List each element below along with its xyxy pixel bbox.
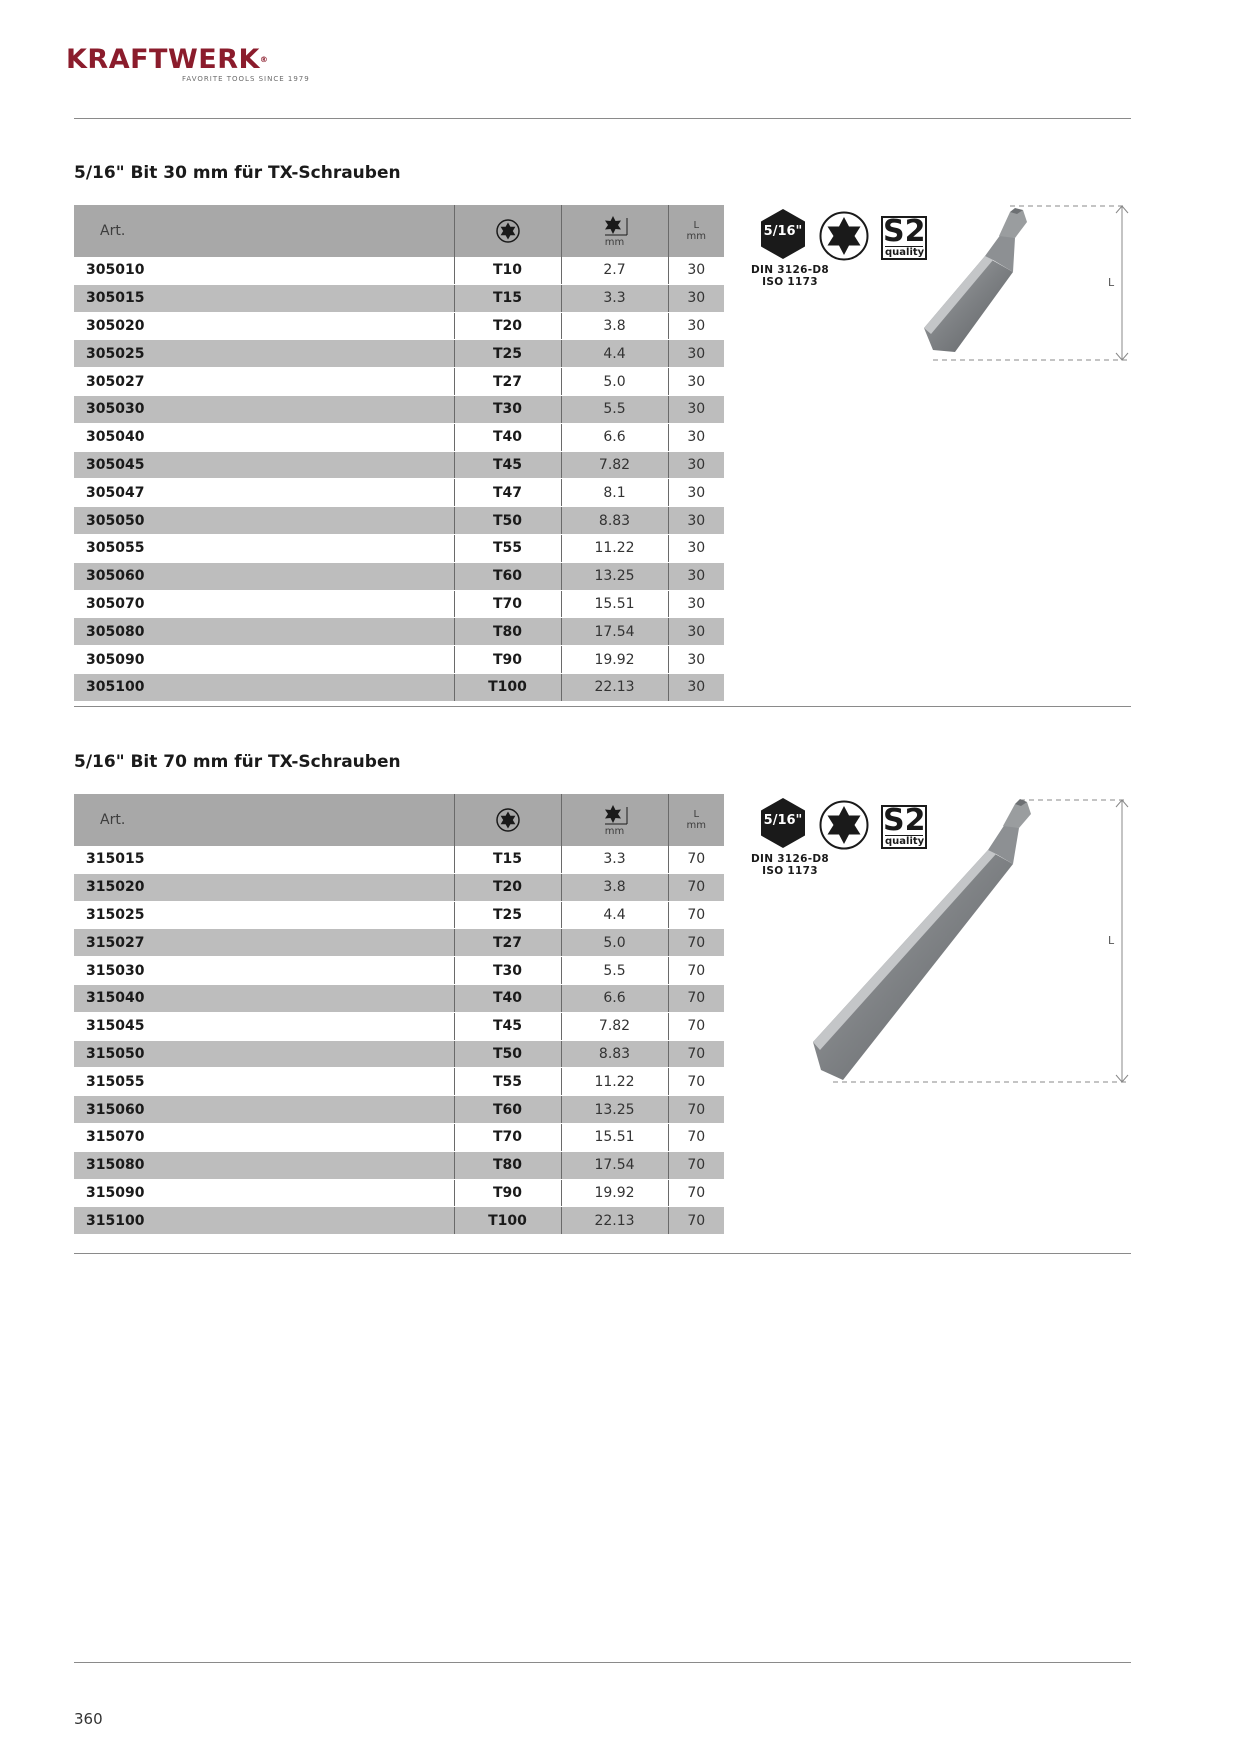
width-unit: mm <box>604 236 625 248</box>
torx-star-icon <box>496 219 520 243</box>
torx-width-icon <box>601 215 629 237</box>
cell-art: 315030 <box>74 957 454 985</box>
col-header-art: Art. <box>74 205 454 257</box>
table-row <box>74 646 724 674</box>
cell-art: 315020 <box>74 873 454 901</box>
divider <box>74 706 1131 707</box>
cell-width: 17.54 <box>561 618 668 646</box>
cell-size: T40 <box>454 423 561 451</box>
cell-art: 315045 <box>74 1012 454 1040</box>
bit-30mm-image <box>915 200 1135 365</box>
cell-art: 305047 <box>74 479 454 507</box>
standard-din: DIN 3126-D8 <box>751 853 829 865</box>
cell-size: T100 <box>454 673 561 701</box>
length-symbol: L <box>693 220 700 231</box>
cell-width: 5.5 <box>561 395 668 423</box>
cell-size: T100 <box>454 1207 561 1235</box>
cell-length: 30 <box>668 340 724 368</box>
cell-art: 305010 <box>74 257 454 284</box>
cell-width: 8.83 <box>561 507 668 535</box>
cell-art: 305020 <box>74 312 454 340</box>
cell-length: 30 <box>668 479 724 507</box>
product-table <box>74 794 724 1235</box>
cell-art: 315050 <box>74 1040 454 1068</box>
cell-art: 305070 <box>74 590 454 618</box>
brand-logo <box>66 46 316 86</box>
cell-length: 70 <box>668 873 724 901</box>
cell-size: T55 <box>454 1068 561 1096</box>
cell-size: T90 <box>454 1179 561 1207</box>
cell-length: 70 <box>668 1207 724 1235</box>
cell-art: 305030 <box>74 395 454 423</box>
cell-art: 315060 <box>74 1096 454 1124</box>
col-header-art: Art. <box>74 794 454 846</box>
cell-art: 305027 <box>74 368 454 396</box>
cell-size: T30 <box>454 395 561 423</box>
standard-iso: ISO 1173 <box>762 865 818 877</box>
spec-badges <box>740 208 940 288</box>
table-row <box>74 929 724 957</box>
cell-size: T20 <box>454 312 561 340</box>
cell-width: 5.5 <box>561 957 668 985</box>
width-unit: mm <box>604 825 625 837</box>
cell-width: 19.92 <box>561 1179 668 1207</box>
table-row <box>74 312 724 340</box>
col-header-size <box>454 205 561 257</box>
cell-size: T20 <box>454 873 561 901</box>
cell-size: T70 <box>454 590 561 618</box>
table-row <box>74 957 724 985</box>
cell-size: T80 <box>454 618 561 646</box>
cell-size: T30 <box>454 957 561 985</box>
cell-size: T70 <box>454 1123 561 1151</box>
cell-size: T25 <box>454 901 561 929</box>
cell-size: T90 <box>454 646 561 674</box>
cell-length: 70 <box>668 1096 724 1124</box>
cell-width: 3.8 <box>561 312 668 340</box>
table-row <box>74 507 724 535</box>
cell-length: 30 <box>668 257 724 284</box>
cell-size: T60 <box>454 562 561 590</box>
col-header-width <box>561 794 668 846</box>
cell-size: T25 <box>454 340 561 368</box>
cell-length: 30 <box>668 590 724 618</box>
cell-size: T27 <box>454 368 561 396</box>
cell-size: T50 <box>454 1040 561 1068</box>
cell-width: 13.25 <box>561 1096 668 1124</box>
cell-width: 2.7 <box>561 257 668 284</box>
cell-width: 8.83 <box>561 1040 668 1068</box>
cell-width: 4.4 <box>561 901 668 929</box>
cell-width: 3.8 <box>561 873 668 901</box>
table-row <box>74 618 724 646</box>
cell-length: 30 <box>668 646 724 674</box>
cell-width: 7.82 <box>561 1012 668 1040</box>
cell-width: 22.13 <box>561 1207 668 1235</box>
table-row <box>74 873 724 901</box>
cell-length: 70 <box>668 957 724 985</box>
table-row <box>74 1179 724 1207</box>
cell-size: T45 <box>454 451 561 479</box>
cell-art: 305050 <box>74 507 454 535</box>
cell-width: 4.4 <box>561 340 668 368</box>
cell-size: T10 <box>454 257 561 284</box>
table-row <box>74 673 724 701</box>
length-unit: mm <box>686 820 706 831</box>
cell-width: 17.54 <box>561 1151 668 1179</box>
page-number: 360 <box>74 1710 103 1728</box>
cell-length: 70 <box>668 1068 724 1096</box>
cell-art: 315070 <box>74 1123 454 1151</box>
drive-size-label: 5/16" <box>763 224 803 239</box>
cell-art: 305040 <box>74 423 454 451</box>
bit-70mm-image <box>805 792 1135 1092</box>
drive-size-label: 5/16" <box>763 813 803 828</box>
cell-size: T45 <box>454 1012 561 1040</box>
table-row <box>74 1068 724 1096</box>
standards-text <box>740 264 840 288</box>
torx-star-icon <box>496 808 520 832</box>
cell-length: 30 <box>668 507 724 535</box>
cell-size: T55 <box>454 534 561 562</box>
cell-size: T60 <box>454 1096 561 1124</box>
cell-art: 315055 <box>74 1068 454 1096</box>
table-row <box>74 423 724 451</box>
cell-length: 70 <box>668 1012 724 1040</box>
cell-length: 70 <box>668 929 724 957</box>
cell-art: 305090 <box>74 646 454 674</box>
cell-length: 30 <box>668 618 724 646</box>
cell-length: 70 <box>668 1040 724 1068</box>
table-row <box>74 1096 724 1124</box>
col-header-length <box>668 205 724 257</box>
table-row <box>74 368 724 396</box>
cell-width: 15.51 <box>561 590 668 618</box>
cell-width: 3.3 <box>561 284 668 312</box>
brand-tagline: FAVORITE TOOLS SINCE 1979 <box>182 75 310 83</box>
cell-art: 315080 <box>74 1151 454 1179</box>
cell-length: 70 <box>668 1179 724 1207</box>
col-header-width <box>561 205 668 257</box>
table-row <box>74 395 724 423</box>
cell-length: 30 <box>668 451 724 479</box>
torx-drive-icon <box>819 211 869 261</box>
cell-length: 30 <box>668 423 724 451</box>
table-row <box>74 1040 724 1068</box>
cell-width: 8.1 <box>561 479 668 507</box>
length-symbol: L <box>693 809 700 820</box>
cell-width: 7.82 <box>561 451 668 479</box>
cell-size: T47 <box>454 479 561 507</box>
cell-art: 315100 <box>74 1207 454 1235</box>
table-row <box>74 340 724 368</box>
cell-width: 19.92 <box>561 646 668 674</box>
cell-art: 315090 <box>74 1179 454 1207</box>
col-header-length <box>668 794 724 846</box>
cell-width: 15.51 <box>561 1123 668 1151</box>
brand-name: KRAFTWERK® <box>66 44 269 75</box>
cell-length: 70 <box>668 901 724 929</box>
cell-art: 315040 <box>74 984 454 1012</box>
table-row <box>74 1207 724 1235</box>
cell-length: 70 <box>668 1151 724 1179</box>
cell-length: 30 <box>668 562 724 590</box>
cell-width: 11.22 <box>561 534 668 562</box>
table-row <box>74 534 724 562</box>
cell-width: 6.6 <box>561 984 668 1012</box>
cell-size: T15 <box>454 284 561 312</box>
table-header-row <box>74 205 724 257</box>
cell-width: 5.0 <box>561 929 668 957</box>
table-row <box>74 984 724 1012</box>
section-title: 5/16" Bit 70 mm für TX-Schrauben <box>74 752 401 772</box>
table-row <box>74 1012 724 1040</box>
product-table <box>74 205 724 702</box>
cell-width: 13.25 <box>561 562 668 590</box>
cell-width: 3.3 <box>561 846 668 873</box>
length-unit: mm <box>686 231 706 242</box>
cell-length: 30 <box>668 368 724 396</box>
table-row <box>74 562 724 590</box>
standard-iso: ISO 1173 <box>762 276 818 288</box>
cell-size: T80 <box>454 1151 561 1179</box>
cell-width: 6.6 <box>561 423 668 451</box>
col-header-size <box>454 794 561 846</box>
cell-art: 315025 <box>74 901 454 929</box>
table-row <box>74 284 724 312</box>
cell-art: 305015 <box>74 284 454 312</box>
table-row <box>74 257 724 284</box>
s2-sub-label: quality <box>885 247 925 258</box>
cell-art: 315027 <box>74 929 454 957</box>
cell-length: 30 <box>668 284 724 312</box>
cell-length: 70 <box>668 984 724 1012</box>
s2-label: S2 <box>883 214 926 249</box>
cell-length: 30 <box>668 395 724 423</box>
standard-din: DIN 3126-D8 <box>751 264 829 276</box>
cell-size: T40 <box>454 984 561 1012</box>
cell-art: 305045 <box>74 451 454 479</box>
cell-size: T27 <box>454 929 561 957</box>
divider <box>74 1253 1131 1254</box>
table-row <box>74 901 724 929</box>
cell-art: 305025 <box>74 340 454 368</box>
divider <box>74 1662 1131 1663</box>
cell-size: T50 <box>454 507 561 535</box>
s2-label: S2 <box>883 803 926 838</box>
cell-size: T15 <box>454 846 561 873</box>
cell-length: 70 <box>668 1123 724 1151</box>
cell-width: 11.22 <box>561 1068 668 1096</box>
cell-art: 315015 <box>74 846 454 873</box>
torx-width-icon <box>601 804 629 826</box>
section-title: 5/16" Bit 30 mm für TX-Schrauben <box>74 163 401 183</box>
table-header-row <box>74 794 724 846</box>
cell-length: 30 <box>668 312 724 340</box>
cell-art: 305080 <box>74 618 454 646</box>
table-row <box>74 590 724 618</box>
cell-art: 305060 <box>74 562 454 590</box>
dimension-label: L <box>1108 934 1115 947</box>
table-row <box>74 846 724 873</box>
s2-sub-label: quality <box>885 836 925 847</box>
cell-length: 70 <box>668 846 724 873</box>
table-row <box>74 1151 724 1179</box>
table-row <box>74 479 724 507</box>
dimension-label: L <box>1108 276 1115 289</box>
cell-art: 305100 <box>74 673 454 701</box>
divider <box>74 118 1131 119</box>
table-row <box>74 451 724 479</box>
table-row <box>74 1123 724 1151</box>
cell-art: 305055 <box>74 534 454 562</box>
cell-width: 5.0 <box>561 368 668 396</box>
cell-width: 22.13 <box>561 673 668 701</box>
cell-length: 30 <box>668 534 724 562</box>
cell-length: 30 <box>668 673 724 701</box>
